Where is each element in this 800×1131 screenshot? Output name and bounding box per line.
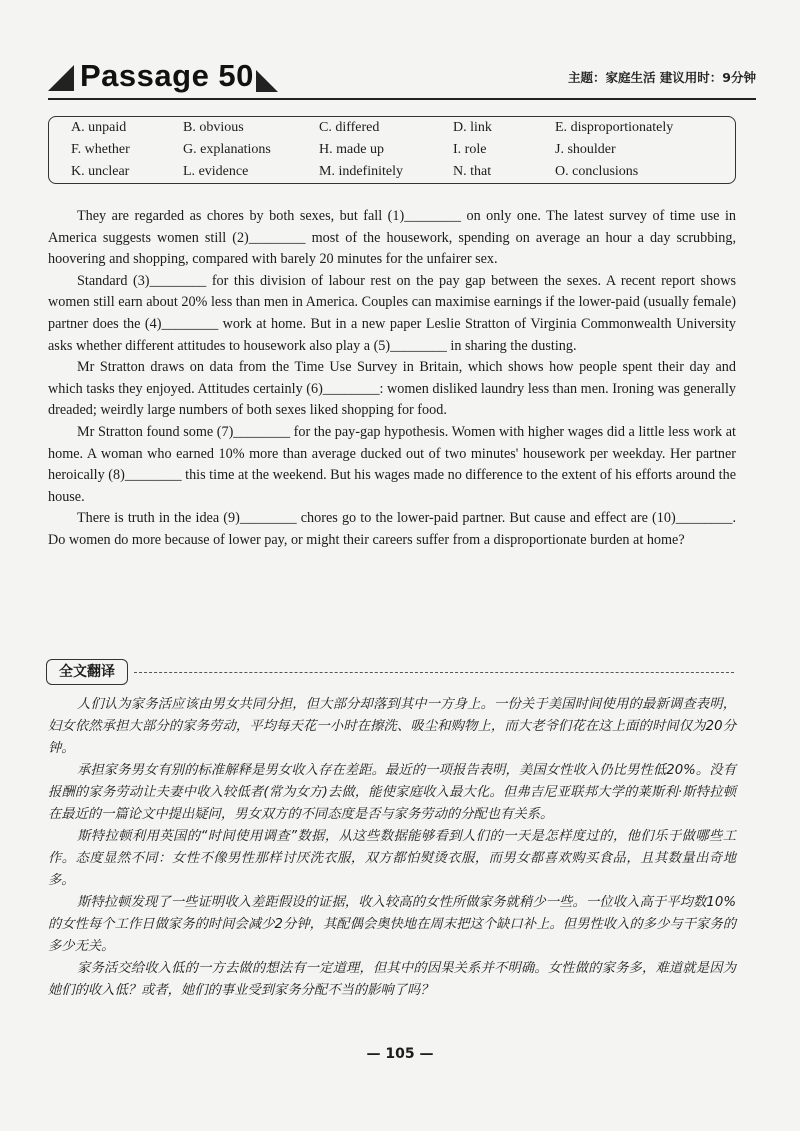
triangle-left-icon: [48, 65, 74, 91]
translation-label: 全文翻译: [46, 659, 128, 685]
word-option-text: unpaid: [88, 120, 127, 135]
word-option-text: conclusions: [572, 164, 639, 179]
page-number: — 105 —: [366, 1046, 434, 1062]
topic-label: 主题：家庭生活 建议用时：9分钟: [567, 70, 756, 85]
word-option-letter: N.: [453, 164, 471, 179]
word-option-text: differed: [335, 120, 380, 135]
word-option-letter: I.: [453, 142, 465, 157]
word-option-letter: O.: [555, 164, 573, 179]
word-option-letter: E.: [555, 120, 571, 135]
word-option: [71, 164, 129, 180]
word-option-letter: K.: [71, 164, 89, 179]
passage-paragraph: Mr Stratton found some (7)________ for the pay-gap hypothesis. Women with higher wages did a little less work at home. A woman who earned 10% more than average ducked out of two minutes' housework per weekday. Her partner heroically (8)________ this time at the weekend. But his wages made no difference to the extent of his efforts around the house.: [48, 423, 736, 505]
passage-header: [48, 58, 756, 100]
word-option-letter: A.: [71, 120, 89, 135]
word-option-text: unclear: [88, 164, 130, 179]
word-option-text: indefinitely: [338, 164, 403, 179]
translation-paragraph: 承担家务男女有别的标准解释是男女收入存在差距。最近的一项报告表明，美国女性收入仍比男性低20%。没有报酬的家务劳动让夫妻中收入较低者(常为女方)去做，能使家庭收入最大化。但弗吉尼亚联邦大学的莱斯利·斯特拉顿在最近的一篇论文中提出疑问，男女双方的不同态度是否与家务劳动的分配也有关系。: [48, 763, 736, 822]
word-option-letter: M.: [319, 164, 339, 179]
passage-title: Passage 50: [80, 58, 254, 93]
word-option: [453, 164, 491, 180]
word-option-text: whether: [84, 142, 130, 157]
translation-paragraph: 斯特拉顿发现了一些证明收入差距假设的证据，收入较高的女性所做家务就稍少一些。一位收入高于平均数10%的女性每个工作日做家务的时间会减少2分钟，其配偶会奥快地在周末把这个缺口补上。但男性收入的多少与干家务的多少无关。: [48, 895, 736, 954]
word-option-text: obvious: [199, 120, 244, 135]
word-option-letter: F.: [71, 142, 85, 157]
word-option: [319, 142, 384, 158]
word-option: [319, 120, 379, 136]
word-option-text: disproportionately: [570, 120, 674, 135]
word-option-letter: J.: [555, 142, 568, 157]
dashed-divider: [134, 672, 734, 673]
passage-paragraph: Standard (3)________ for this division of labour rest on the pay gap between the sexes. A recent report shows women still earn about 20% less than men in America. Couples can maximise earnings if the lower-paid (usually female) partner does the (4)________ work at home. But in a new paper Leslie Stratton of Virginia Commonwealth University asks whether different attitudes to housework also play a (5)________ in sharing the dusting.: [48, 272, 736, 354]
translation-body: [48, 694, 736, 1002]
word-option-letter: B.: [183, 120, 200, 135]
word-option-text: shoulder: [567, 142, 616, 157]
translation-paragraph: 人们认为家务活应该由男女共同分担，但大部分却落到其中一方身上。一份关于美国时间使用的最新调查表明，妇女依然承担大部分的家务劳动，平均每天花一小时在擦洗、吸尘和购物上，而大老爷们花在这上面的时间仅为20分钟。: [48, 697, 736, 756]
word-option: [453, 120, 492, 136]
word-option-letter: C.: [319, 120, 336, 135]
word-option-text: made up: [336, 142, 384, 157]
passage-paragraph: They are regarded as chores by both sexes, but fall (1)________ on only one. The latest survey of time use in America suggests women still (2)________ most of the housework, spending on average an hour a day scrubbing, hoovering and shopping, compared with barely 20 minutes for the unfairer sex.: [48, 208, 736, 268]
word-option: [555, 164, 638, 180]
word-option-letter: G.: [183, 142, 201, 157]
word-option-letter: L.: [183, 164, 199, 179]
word-option-text: explanations: [200, 142, 271, 157]
passage-paragraph: Mr Stratton draws on data from the Time Use Survey in Britain, which shows how people spent their day and which tasks they enjoyed. Attitudes certainly (6)________: women disliked laundry less than men. Ironing was generally dreaded; weirdly large numbers of both sexes liked shopping for food.: [48, 359, 736, 419]
word-option: [453, 142, 486, 158]
word-option-text: that: [470, 164, 492, 179]
word-option: [183, 120, 244, 136]
word-option-text: role: [464, 142, 487, 157]
word-option: [71, 120, 126, 136]
passage-paragraph: There is truth in the idea (9)________ chores go to the lower-paid partner. But cause and effect are (10)________. Do women do more because of lower pay, or might their careers suffer from a disproportionate burden at home?: [48, 510, 736, 548]
word-option: [319, 164, 403, 180]
passage-body: [48, 206, 736, 552]
word-bank: [48, 116, 736, 184]
translation-paragraph: 家务活交给收入低的一方去做的想法有一定道理，但其中的因果关系并不明确。女性做的家务多，难道就是因为她们的收入低？或者，她们的事业受到家务分配不当的影响了吗？: [48, 961, 736, 998]
word-option: [555, 142, 616, 158]
word-option-letter: H.: [319, 142, 337, 157]
word-option-text: evidence: [198, 164, 249, 179]
word-option: [183, 142, 271, 158]
word-option: [555, 120, 673, 136]
word-option: [71, 142, 130, 158]
word-option: [183, 164, 248, 180]
triangle-right-icon: [256, 70, 278, 92]
word-option-letter: D.: [453, 120, 471, 135]
word-option-text: link: [470, 120, 492, 135]
translation-paragraph: 斯特拉顿利用英国的“时间使用调查”数据，从这些数据能够看到人们的一天是怎样度过的，他们乐于做哪些工作。态度显然不同：女性不像男性那样讨厌洗衣服，双方都怕熨烫衣服，而男女都喜欢购买食品，且其数量出奇地多。: [48, 829, 736, 888]
